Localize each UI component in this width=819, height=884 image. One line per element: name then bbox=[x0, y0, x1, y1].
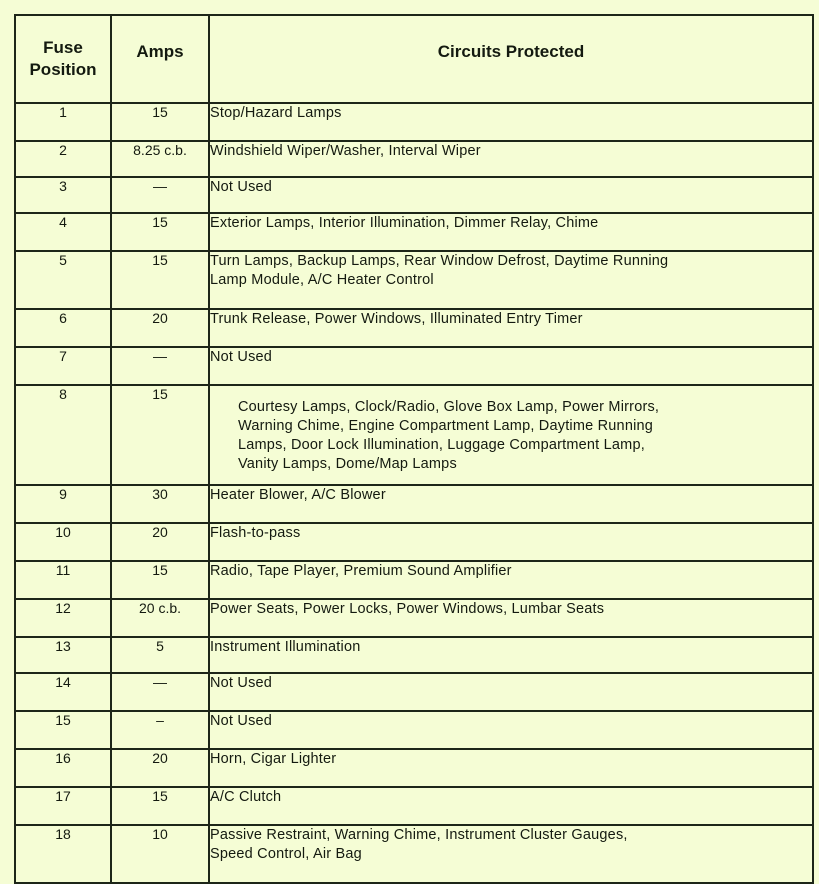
fuse-position: 2 bbox=[15, 141, 111, 177]
circuits-protected: Stop/Hazard Lamps bbox=[209, 103, 813, 141]
fuse-position: 8 bbox=[15, 385, 111, 485]
circuits-protected: Instrument Illumination bbox=[209, 637, 813, 673]
circuits-protected: Passive Restraint, Warning Chime, Instrument Cluster Gauges, Speed Control, Air Bag bbox=[209, 825, 813, 883]
fuse-position: 12 bbox=[15, 599, 111, 637]
fuse-position: 15 bbox=[15, 711, 111, 749]
fuse-amps: 20 bbox=[111, 523, 209, 561]
table-row bbox=[15, 787, 813, 825]
fuse-amps: 15 bbox=[111, 103, 209, 141]
fuse-position: 3 bbox=[15, 177, 111, 213]
fuse-position: 13 bbox=[15, 637, 111, 673]
header-row bbox=[15, 15, 813, 103]
fuse-position: 7 bbox=[15, 347, 111, 385]
fuse-amps: 20 bbox=[111, 309, 209, 347]
fuse-amps: 15 bbox=[111, 251, 209, 309]
fuse-amps: 15 bbox=[111, 385, 209, 485]
table-row bbox=[15, 561, 813, 599]
fuse-position: 5 bbox=[15, 251, 111, 309]
circuits-protected: Not Used bbox=[209, 711, 813, 749]
circuits-protected: Heater Blower, A/C Blower bbox=[209, 485, 813, 523]
table-row bbox=[15, 347, 813, 385]
circuits-protected: Exterior Lamps, Interior Illumination, Dimmer Relay, Chime bbox=[209, 213, 813, 251]
fuse-position: 10 bbox=[15, 523, 111, 561]
circuits-protected: Radio, Tape Player, Premium Sound Amplifier bbox=[209, 561, 813, 599]
fuse-amps: 15 bbox=[111, 561, 209, 599]
table-row bbox=[15, 213, 813, 251]
header-circuits-protected: Circuits Protected bbox=[209, 15, 813, 103]
header-fuse-position: Fuse Position bbox=[15, 15, 111, 103]
fuse-position: 11 bbox=[15, 561, 111, 599]
fuse-amps: 15 bbox=[111, 213, 209, 251]
table-row bbox=[15, 103, 813, 141]
fuse-position: 9 bbox=[15, 485, 111, 523]
fuse-amps: 8.25 c.b. bbox=[111, 141, 209, 177]
table-row bbox=[15, 749, 813, 787]
table-row bbox=[15, 711, 813, 749]
circuits-protected: Trunk Release, Power Windows, Illuminated Entry Timer bbox=[209, 309, 813, 347]
fuse-amps: — bbox=[111, 177, 209, 213]
fuse-amps: 20 c.b. bbox=[111, 599, 209, 637]
fuse-position: 14 bbox=[15, 673, 111, 711]
fuse-amps: 10 bbox=[111, 825, 209, 883]
circuits-protected: Windshield Wiper/Washer, Interval Wiper bbox=[209, 141, 813, 177]
table-row bbox=[15, 637, 813, 673]
table-row bbox=[15, 177, 813, 213]
circuits-protected: Not Used bbox=[209, 177, 813, 213]
fuse-amps: 30 bbox=[111, 485, 209, 523]
circuits-protected: Not Used bbox=[209, 347, 813, 385]
table-row bbox=[15, 825, 813, 883]
fuse-amps: 20 bbox=[111, 749, 209, 787]
fuse-position: 17 bbox=[15, 787, 111, 825]
table-row bbox=[15, 599, 813, 637]
fuse-amps: — bbox=[111, 673, 209, 711]
fuse-amps: 15 bbox=[111, 787, 209, 825]
circuits-protected: Flash-to-pass bbox=[209, 523, 813, 561]
circuits-protected: Power Seats, Power Locks, Power Windows, Lumbar Seats bbox=[209, 599, 813, 637]
table-row bbox=[15, 673, 813, 711]
fuse-position: 6 bbox=[15, 309, 111, 347]
table-row bbox=[15, 309, 813, 347]
circuits-protected: Horn, Cigar Lighter bbox=[209, 749, 813, 787]
circuits-protected: Courtesy Lamps, Clock/Radio, Glove Box Lamp, Power Mirrors, Warning Chime, Engine Compartment Lamp, Daytime Running Lamps, Door Lock Illumination, Luggage Compartment Lamp, Vanity Lamps, Dome/Map Lamps bbox=[209, 385, 813, 485]
header-amps: Amps bbox=[111, 15, 209, 103]
fuse-chart bbox=[14, 14, 812, 864]
fuse-amps: — bbox=[111, 347, 209, 385]
table-row bbox=[15, 523, 813, 561]
fuse-position: 16 bbox=[15, 749, 111, 787]
fuse-amps: 5 bbox=[111, 637, 209, 673]
fuse-position: 4 bbox=[15, 213, 111, 251]
fuse-table bbox=[14, 14, 814, 884]
fuse-amps: – bbox=[111, 711, 209, 749]
table-row bbox=[15, 385, 813, 485]
table-row bbox=[15, 485, 813, 523]
circuits-protected: Not Used bbox=[209, 673, 813, 711]
circuits-protected: A/C Clutch bbox=[209, 787, 813, 825]
table-row bbox=[15, 251, 813, 309]
fuse-position: 18 bbox=[15, 825, 111, 883]
table-row bbox=[15, 141, 813, 177]
circuits-protected: Turn Lamps, Backup Lamps, Rear Window Defrost, Daytime Running Lamp Module, A/C Heater Control bbox=[209, 251, 813, 309]
fuse-position: 1 bbox=[15, 103, 111, 141]
